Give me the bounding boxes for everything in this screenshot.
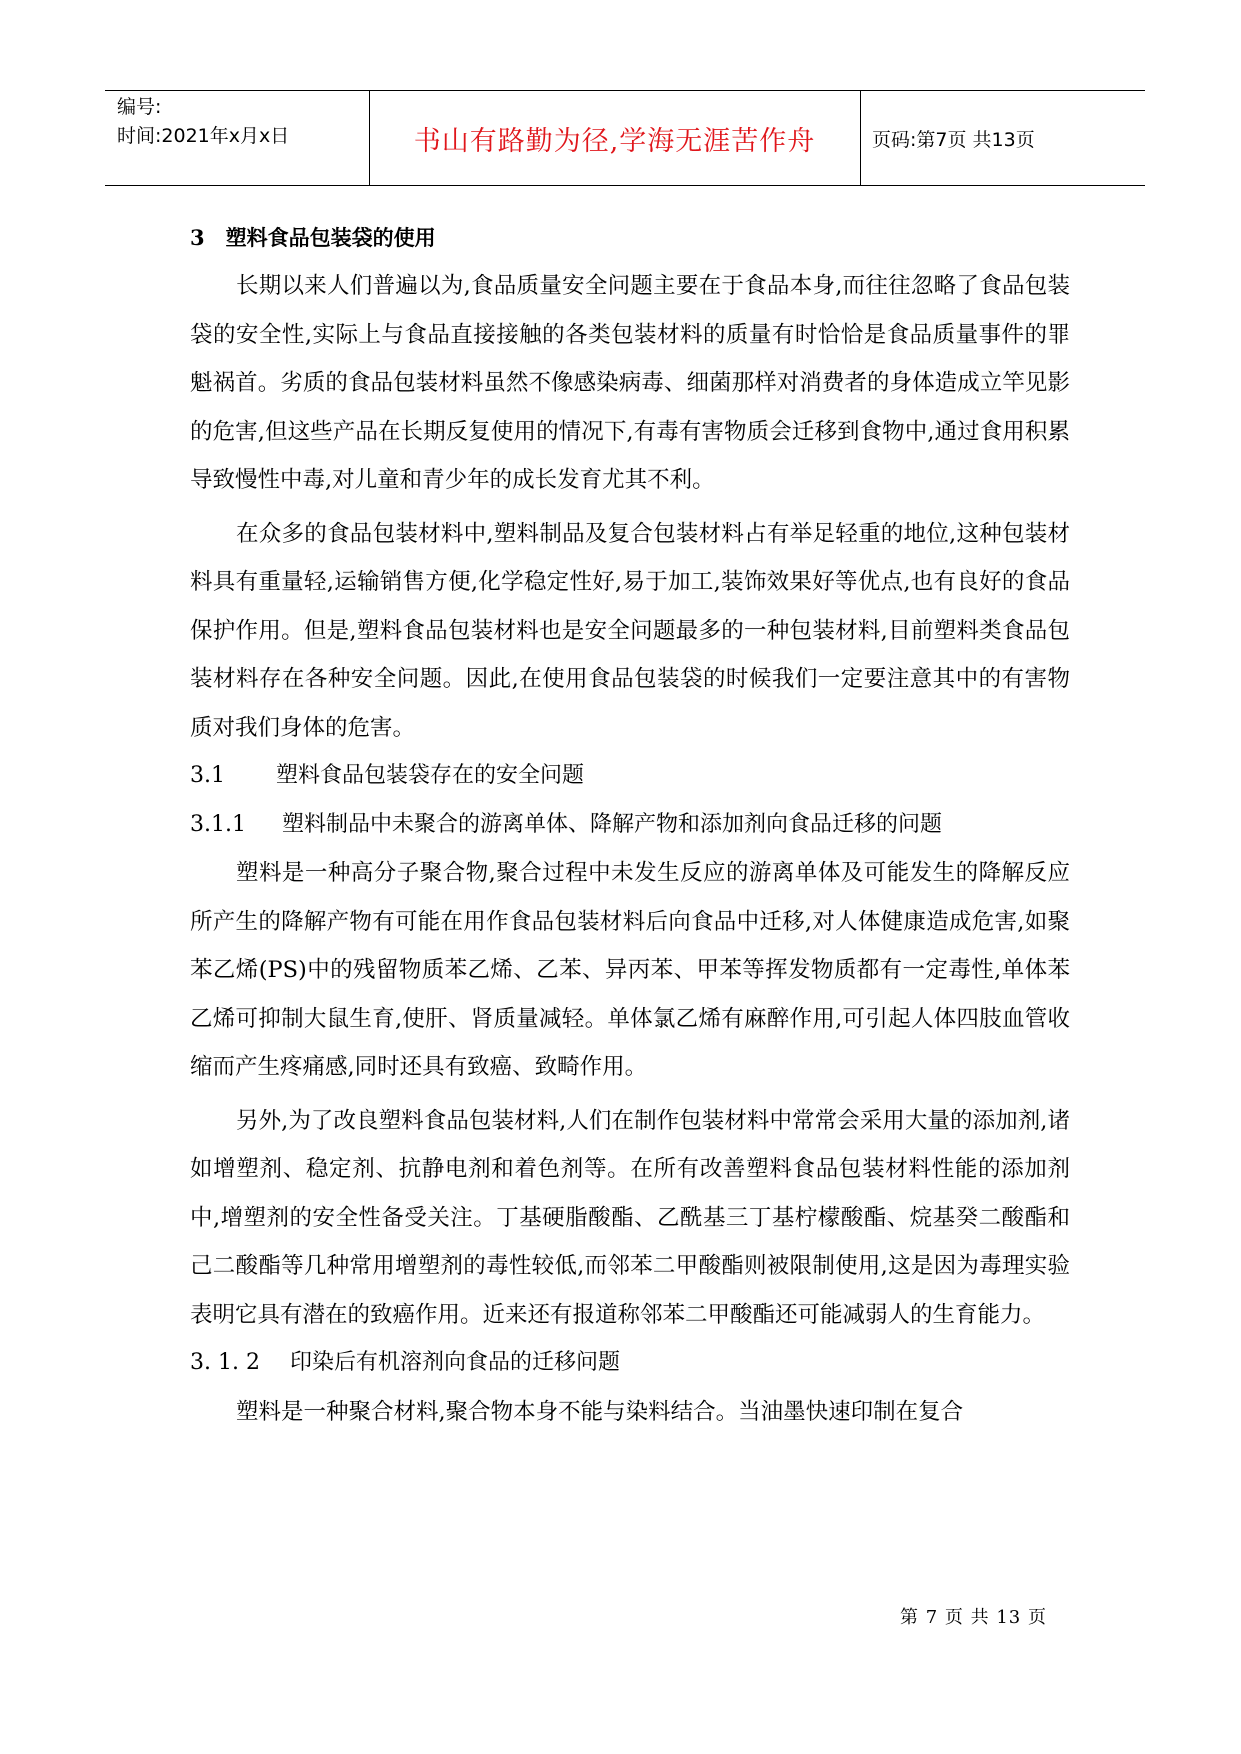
body-paragraph: 另外,为了改良塑料食品包装材料,人们在制作包装材料中常常会采用大量的添加剂,诸如增塑剂、稳定剂、抗静电剂和着色剂等。在所有改善塑料食品包装材料性能的添加剂中,增塑剂的安全性备受关注。丁基硬脂酸酯、乙酰基三丁基柠檬酸酯、烷基癸二酸酯和己二酸酯等几种常用增塑剂的毒性较低,而邻苯二甲酸酯则被限制使用,这是因为毒理实验表明它具有潜在的致癌作用。近来还有报道称邻苯二甲酸酯还可能减弱人的生育能力。 [190, 1107, 1070, 1328]
subsection-number: 3.1 [190, 763, 225, 788]
subsection-title: 塑料制品中未聚合的游离单体、降解产物和添加剂向食品迁移的问题 [282, 811, 943, 837]
subsection-title: 印染后有机溶剂向食品的迁移问题 [290, 1350, 621, 1375]
header-motto: 书山有路勤为径,学海无涯苦作舟 [413, 125, 816, 157]
body-paragraph: 塑料是一种高分子聚合物,聚合过程中未发生反应的游离单体及可能发生的降解反应所产生的降解产物有可能在用作食品包装材料后向食品中迁移,对人体健康造成危害,如聚苯乙烯(PS)中的残留物质苯乙烯、乙苯、异丙苯、甲苯等挥发物质都有一定毒性,单体苯乙烯可抑制大鼠生育,使肝、肾质量减轻。单体氯乙烯有麻醉作用,可引起人体四肢血管收缩而产生疼痛感,同时还具有致癌、致畸作用。 [190, 860, 1070, 1080]
subsection-heading [190, 752, 1070, 801]
body-paragraph: 塑料是一种聚合材料,聚合物本身不能与染料结合。当油墨快速印制在复合 [236, 1398, 964, 1425]
body-paragraph: 在众多的食品包装材料中,塑料制品及复合包装材料占有举足轻重的地位,这种包装材料具有重量轻,运输销售方便,化学稳定性好,易于加工,装饰效果好等优点,也有良好的食品保护作用。但是,塑料食品包装材料也是安全问题最多的一种包装材料,目前塑料类食品包装材料存在各种安全问题。因此,在使用食品包装袋的时候我们一定要注意其中的有害物质对我们身体的危害。 [190, 520, 1070, 741]
section-heading: 3 塑料食品包装袋的使用 [190, 225, 436, 250]
document-body [190, 213, 1070, 1436]
document-time-label: 时间:2021年x月x日 [117, 125, 290, 147]
subsection-number: 3. 1. 2 [190, 1350, 260, 1375]
subsection-heading [190, 1339, 1070, 1388]
document-number-label: 编号: [117, 96, 162, 118]
page-footer: 第 7 页 共 13 页 [900, 1607, 1047, 1628]
document-header [105, 90, 1145, 186]
subsection-heading [190, 801, 1070, 850]
subsection-number: 3.1.1 [190, 811, 246, 837]
header-divider [860, 91, 861, 185]
subsection-title: 塑料食品包装袋存在的安全问题 [276, 763, 585, 788]
body-paragraph: 长期以来人们普遍以为,食品质量安全问题主要在于食品本身,而往往忽略了食品包装袋的安全性,实际上与食品直接接触的各类包装材料的质量有时恰恰是食品质量事件的罪魁祸首。劣质的食品包装材料虽然不像感染病毒、细菌那样对消费者的身体造成立竿见影的危害,但这些产品在长期反复使用的情况下,有毒有害物质会迁移到食物中,通过食用积累导致慢性中毒,对儿童和青少年的成长发育尤其不利。 [190, 273, 1070, 493]
header-page-number: 页码:第7页 共13页 [872, 128, 1035, 151]
header-meta [117, 93, 289, 151]
